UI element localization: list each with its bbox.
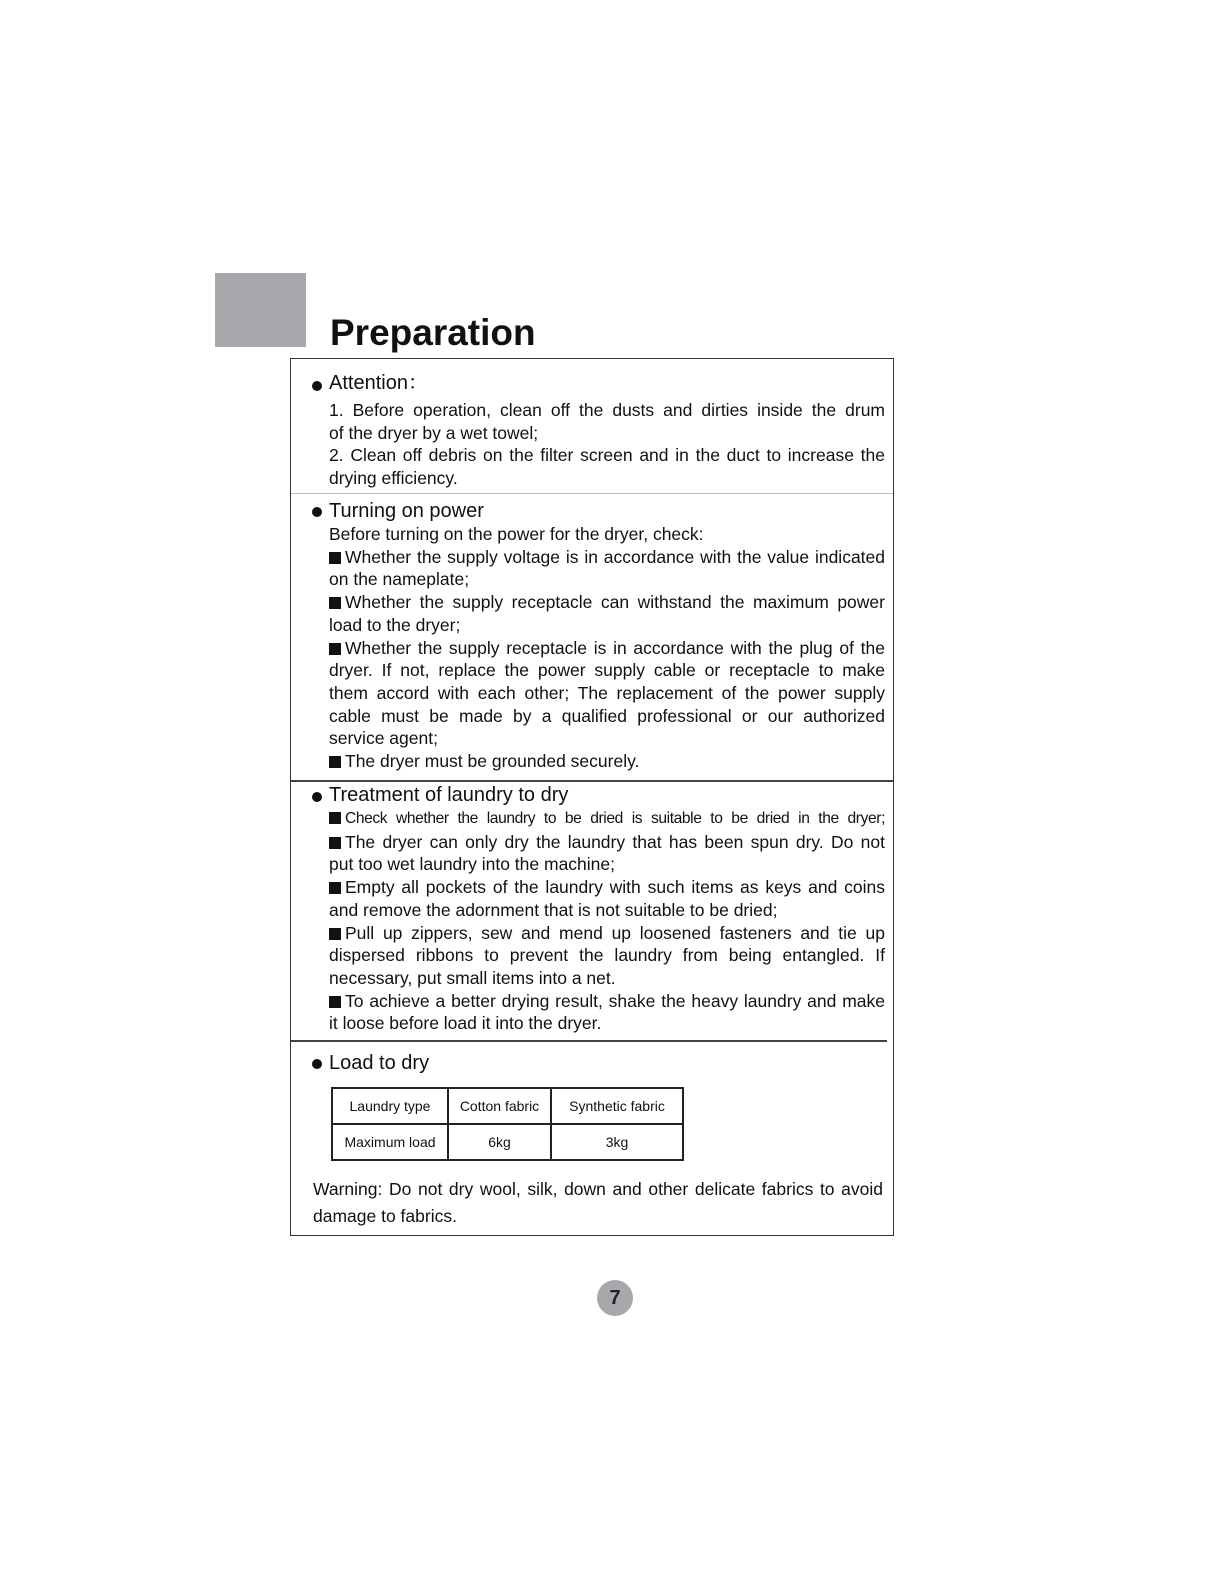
table-cell: 6kg <box>448 1124 551 1160</box>
power-line: dryer. If not, replace the power supply cable or receptacle to make <box>329 660 885 681</box>
treatment-line: Empty all pockets of the laundry with such items as keys and coins <box>329 876 885 899</box>
attention-line: drying efficiency. <box>329 468 458 489</box>
square-bullet-icon <box>329 812 341 824</box>
load-section <box>291 1051 893 1079</box>
table-cell: Cotton fabric <box>448 1088 551 1124</box>
power-line: on the nameplate; <box>329 569 470 590</box>
treatment-line: put too wet laundry into the machine; <box>329 854 616 875</box>
table-cell: Laundry type <box>332 1088 448 1124</box>
table-row <box>332 1124 683 1160</box>
section-divider <box>291 780 893 782</box>
treatment-line: dispersed ribbons to prevent the laundry from being entangled. If <box>329 945 885 966</box>
attention-section <box>291 371 893 490</box>
treatment-line: and remove the adornment that is not suitable to be dried; <box>329 899 778 920</box>
page-number: 7 <box>597 1280 633 1316</box>
power-line: them accord with each other; The replacement of the power supply <box>329 682 885 703</box>
square-bullet-icon <box>329 882 341 894</box>
square-bullet-icon <box>329 643 341 655</box>
attention-heading: Attention： <box>329 372 428 394</box>
warning-line: Warning: Do not dry wool, silk, down and other delicate fabrics to avoid <box>313 1179 883 1199</box>
square-bullet-icon <box>329 597 341 609</box>
table-row <box>332 1088 683 1124</box>
square-bullet-icon <box>329 928 341 940</box>
bullet-icon <box>312 507 322 517</box>
preparation-box <box>290 358 894 1236</box>
table-cell: Synthetic fabric <box>551 1088 683 1124</box>
bullet-icon <box>312 792 322 802</box>
power-line: Whether the supply receptacle can withstand the maximum power <box>329 591 885 614</box>
square-bullet-icon <box>329 756 341 768</box>
square-bullet-icon <box>329 837 341 849</box>
square-bullet-icon <box>329 996 341 1008</box>
power-line: Whether the supply receptacle is in accordance with the plug of the <box>329 637 885 660</box>
warning-text <box>313 1176 883 1230</box>
attention-line: 2. Clean off debris on the filter screen and in the duct to increase the <box>329 445 885 466</box>
power-heading: Turning on power <box>329 500 484 522</box>
treatment-section <box>291 783 893 1035</box>
load-heading: Load to dry <box>329 1052 430 1074</box>
power-line: service agent; <box>329 728 438 749</box>
table-cell: Maximum load <box>332 1124 448 1160</box>
power-line: load to the dryer; <box>329 614 461 635</box>
treatment-line: To achieve a better drying result, shake the heavy laundry and make <box>329 990 885 1013</box>
section-tab-block <box>215 273 306 347</box>
power-intro: Before turning on the power for the dryer, check: <box>329 524 704 544</box>
attention-line: of the dryer by a wet towel; <box>329 422 539 443</box>
treatment-line: The dryer can only dry the laundry that has been spun dry. Do not <box>329 831 885 854</box>
page-title: Preparation <box>330 312 536 353</box>
section-divider <box>291 1040 887 1042</box>
power-section <box>291 499 893 773</box>
treatment-line: necessary, put small items into a net. <box>329 967 616 988</box>
warning-line: damage to fabrics. <box>313 1206 457 1226</box>
treatment-line: it loose before load it into the dryer. <box>329 1013 602 1034</box>
power-line: The dryer must be grounded securely. <box>329 750 885 773</box>
bullet-icon <box>312 381 322 391</box>
square-bullet-icon <box>329 552 341 564</box>
power-line: cable must be made by a qualified professional or our authorized <box>329 705 885 726</box>
bullet-icon <box>312 1059 322 1069</box>
table-cell: 3kg <box>551 1124 683 1160</box>
treatment-line: Pull up zippers, sew and mend up loosened fasteners and tie up <box>329 922 885 945</box>
power-line: Whether the supply voltage is in accordance with the value indicated <box>329 546 885 569</box>
treatment-line: Check whether the laundry to be dried is suitable to be dried in the dryer; <box>329 808 885 831</box>
section-divider <box>291 493 893 494</box>
attention-line: 1. Before operation, clean off the dusts and dirties inside the drum <box>329 400 885 420</box>
treatment-heading: Treatment of laundry to dry <box>329 784 569 806</box>
load-table <box>331 1087 684 1161</box>
